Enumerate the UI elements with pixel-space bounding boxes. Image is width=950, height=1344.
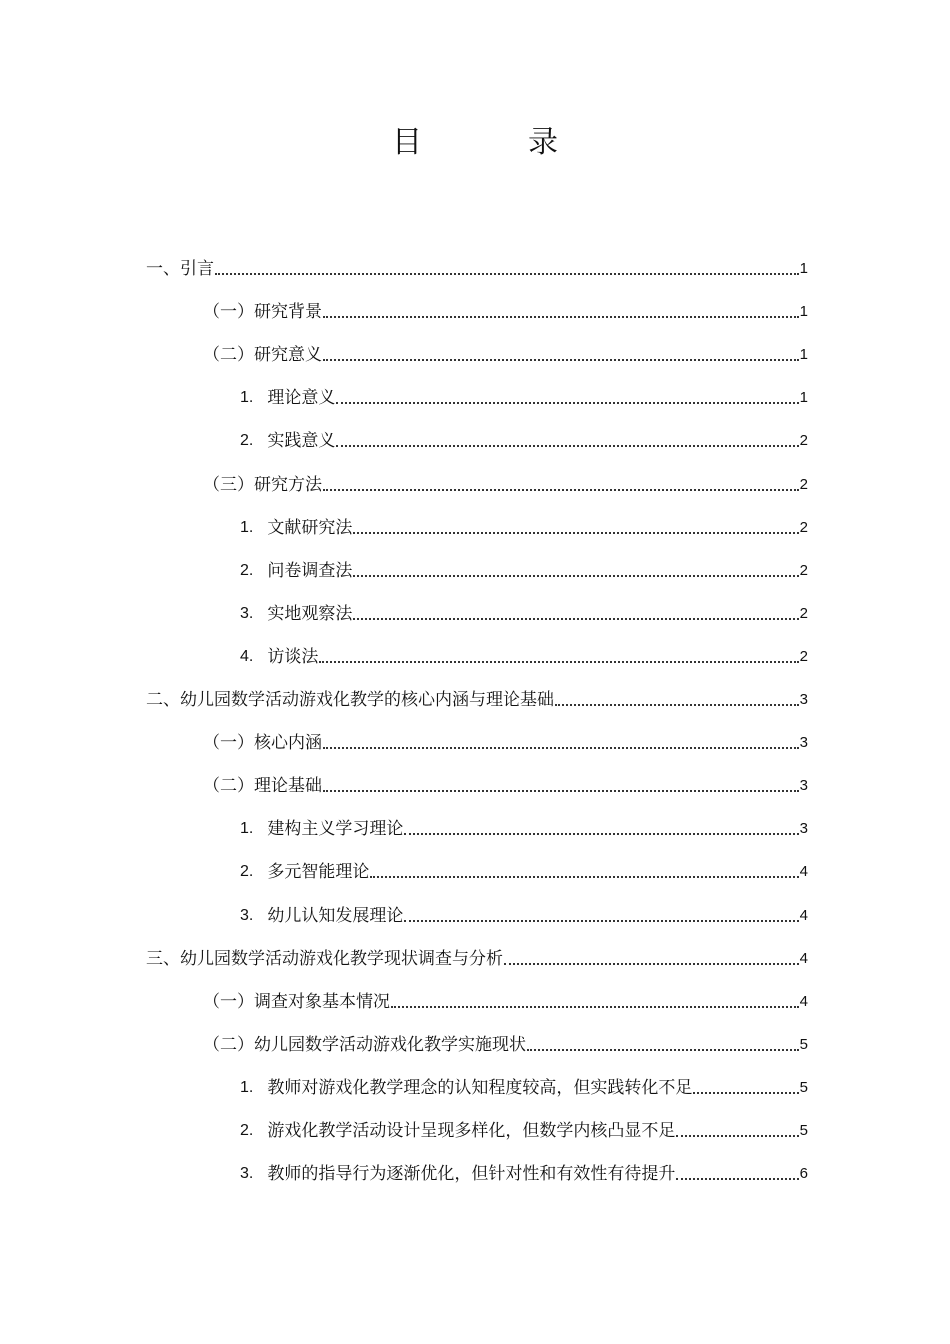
toc-leader-dots	[323, 315, 799, 318]
toc-entry-page-number: 5	[799, 1078, 808, 1096]
toc-entry-title: （三）研究方法	[203, 474, 322, 495]
toc-entry[interactable]	[240, 509, 808, 539]
toc-entry[interactable]	[203, 336, 808, 366]
toc-entry-title: 文献研究法	[267, 517, 353, 538]
toc-entry[interactable]	[146, 250, 808, 280]
toc-entry-number: 4.	[240, 647, 254, 665]
toc-entry-page-number: 4	[799, 906, 808, 924]
toc-entry-page-number: 2	[799, 561, 808, 579]
toc-entry-page-number: 4	[799, 992, 808, 1010]
toc-entry[interactable]	[203, 724, 808, 754]
toc-entry-page-number: 1	[799, 346, 808, 364]
toc-entry-page-number: 2	[799, 647, 808, 665]
toc-leader-dots	[353, 574, 798, 577]
page-title: 目 录	[392, 125, 596, 160]
toc-leader-dots	[391, 1005, 799, 1008]
toc-entry[interactable]	[146, 940, 808, 970]
toc-entry-title: 游戏化教学活动设计呈现多样化，但数学内核凸显不足	[267, 1121, 676, 1141]
toc-entry[interactable]	[240, 595, 808, 625]
toc-entry-title: 实践意义	[267, 431, 336, 452]
toc-entry-page-number: 3	[799, 777, 808, 795]
toc-entry[interactable]	[240, 379, 808, 409]
toc-entry-page-number: 2	[799, 475, 808, 493]
toc-entry[interactable]	[240, 422, 808, 452]
toc-entry[interactable]	[203, 983, 808, 1013]
toc-entry-title: 三、幼儿园数学活动游戏化教学现状调查与分析	[146, 948, 503, 969]
toc-entry-number: 1.	[240, 820, 254, 838]
toc-entry[interactable]	[240, 1069, 808, 1099]
toc-entry-title: 多元智能理论	[267, 862, 370, 883]
toc-entry-number: 2.	[240, 561, 254, 579]
toc-leader-dots	[676, 1177, 798, 1180]
toc-entry-title: 二、幼儿园数学活动游戏化教学的核心内涵与理论基础	[146, 690, 554, 710]
toc-entry-title: 问卷调查法	[267, 560, 353, 581]
toc-entry-title: （一）研究背景	[203, 302, 322, 323]
toc-entry-title: 一、引言	[146, 259, 214, 279]
toc-entry[interactable]	[146, 681, 808, 711]
toc-entry[interactable]	[240, 1155, 808, 1185]
toc-entry[interactable]	[240, 853, 808, 883]
toc-entry[interactable]	[203, 767, 808, 797]
toc-entry-page-number: 3	[799, 820, 808, 838]
toc-entry[interactable]	[203, 466, 808, 496]
toc-leader-dots	[370, 875, 798, 878]
toc-entry-page-number: 1	[799, 260, 808, 277]
toc-entry-number: 3.	[240, 1165, 254, 1183]
toc-entry-number: 3.	[240, 604, 254, 622]
toc-leader-dots	[215, 272, 799, 275]
toc-leader-dots	[676, 1134, 798, 1137]
toc-entry-page-number: 1	[799, 389, 808, 407]
toc-entry-title: 教师对游戏化教学理念的认知程度较高，但实践转化不足	[267, 1077, 693, 1098]
toc-entry-page-number: 4	[799, 863, 808, 881]
toc-entry-title: 幼儿认知发展理论	[267, 905, 404, 926]
toc-entry-number: 3.	[240, 906, 254, 924]
toc-leader-dots	[693, 1091, 798, 1094]
toc-entry-number: 2.	[240, 863, 254, 881]
toc-leader-dots	[323, 488, 799, 491]
toc-entry-page-number: 6	[799, 1165, 808, 1183]
toc-entry-title: （二）幼儿园数学活动游戏化教学实施现状	[203, 1034, 526, 1055]
toc-entry-page-number: 3	[799, 691, 808, 708]
toc-leader-dots	[404, 832, 798, 835]
toc-entry-title: （二）研究意义	[203, 345, 322, 366]
toc-entry-title: 教师的指导行为逐渐优化，但针对性和有效性有待提升	[267, 1164, 676, 1185]
toc-entry[interactable]	[240, 638, 808, 668]
toc-entry-page-number: 5	[799, 1122, 808, 1139]
toc-entry-page-number: 1	[799, 303, 808, 321]
toc-leader-dots	[353, 617, 798, 620]
toc-entry-page-number: 5	[799, 1035, 808, 1053]
toc-entry-number: 1.	[240, 518, 254, 536]
toc-entry-number: 1.	[240, 1078, 254, 1096]
toc-entry-page-number: 2	[799, 604, 808, 622]
toc-entry-page-number: 2	[799, 518, 808, 536]
toc-entry-page-number: 2	[799, 432, 808, 450]
toc-entry[interactable]	[240, 552, 808, 582]
toc-entry-page-number: 4	[799, 949, 808, 967]
toc-leader-dots	[527, 1048, 799, 1051]
toc-entry[interactable]	[203, 1026, 808, 1056]
toc-leader-dots	[504, 962, 799, 965]
toc-entry-title: 实地观察法	[267, 603, 353, 624]
toc-entry-number: 2.	[240, 432, 254, 450]
toc-entry-number: 1.	[240, 389, 254, 407]
toc-entry[interactable]	[203, 293, 808, 323]
toc-leader-dots	[323, 746, 799, 749]
toc-leader-dots	[555, 703, 799, 706]
toc-entry-number: 2.	[240, 1122, 254, 1139]
toc-leader-dots	[319, 660, 798, 663]
toc-entry-title: 访谈法	[267, 646, 319, 667]
toc-leader-dots	[336, 401, 798, 404]
toc-leader-dots	[323, 789, 799, 792]
toc-entry-title: （一）核心内涵	[203, 733, 322, 754]
toc-entry-page-number: 3	[799, 734, 808, 752]
toc-entry-title: 理论意义	[267, 388, 336, 409]
toc-entry-title: （二）理论基础	[203, 776, 322, 797]
toc-entry[interactable]	[240, 1112, 808, 1142]
toc-leader-dots	[323, 358, 799, 361]
toc-entry-title: （一）调查对象基本情况	[203, 991, 390, 1012]
toc-entry[interactable]	[240, 810, 808, 840]
toc-leader-dots	[404, 919, 798, 922]
toc-entry-title: 建构主义学习理论	[267, 819, 404, 840]
toc-leader-dots	[336, 444, 798, 447]
toc-leader-dots	[353, 531, 798, 534]
toc-entry[interactable]	[240, 897, 808, 927]
